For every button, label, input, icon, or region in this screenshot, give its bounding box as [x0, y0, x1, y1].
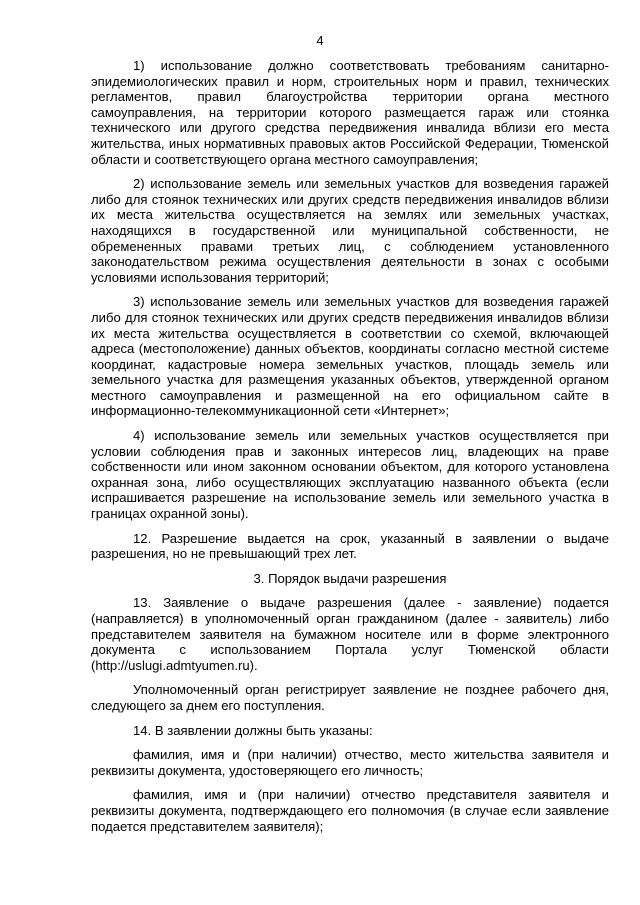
- section-heading: 3. Порядок выдачи разрешения: [253, 570, 447, 586]
- paragraph: Уполномоченный орган регистрирует заявление не позднее рабочего дня, следующего за днем его поступления.: [91, 682, 609, 713]
- document-body: [91, 58, 609, 843]
- paragraph: 14. В заявлении должны быть указаны:: [133, 722, 373, 738]
- paragraph: 3) использование земель или земельных участков для возведения гаражей либо для стоянок технических или других средств передвижения инвалидов вблизи их места жительства осуществляется в соответствии со схемой, включающей адреса (местоположение) данных объектов, координаты согласно местной системе координат, кадастровые номера земельных участков, площадь земель или земельного участка для размещения указанных объектов, утвержденной органом местного самоуправления и размещенной на его официальном сайте в информационно-телекоммуникационной сети «Интернет»;: [91, 294, 609, 419]
- paragraph: 4) использование земель или земельных участков осуществляется при условии соблюдения прав и законных интересов лиц, владеющих на праве собственности или ином законном основании объектом, для которого установлена охранная зона, либо осуществляющих эксплуатацию названного объекта (если испрашивается разрешение на использование земель или земельного участка в границах охранной зоны).: [91, 428, 609, 522]
- paragraph: 2) использование земель или земельных участков для возведения гаражей либо для стоянок технических или других средств передвижения инвалидов вблизи их места жительства осуществляется на землях или земельных участках, находящихся в государственной или муниципальной собственности, не обремененных правами третьих лиц, с соблюдением установленного законодательством режима осуществления деятельности в зонах с особыми условиями использования территорий;: [91, 176, 609, 285]
- paragraph: 12. Разрешение выдается на срок, указанный в заявлении о выдаче разрешения, но не превышающий трех лет.: [91, 530, 609, 562]
- paragraph: фамилия, имя и (при наличии) отчество, место жительства заявителя и реквизиты документа, удостоверяющего его личность;: [91, 747, 609, 778]
- paragraph: фамилия, имя и (при наличии) отчество представителя заявителя и реквизиты документа, подтверждающего его полномочия (в случае если заявление подается представителем заявителя);: [91, 787, 609, 834]
- paragraph: 13. Заявление о выдаче разрешения (далее - заявление) подается (направляется) в уполномоченный орган гражданином (далее - заявитель) либо представителем заявителя на бумажном носителе или в форме электронного документа с использованием Портала услуг Тюменской области (http://uslugi.admtyumen.ru).: [91, 595, 609, 673]
- page-number: 4: [316, 33, 324, 48]
- paragraph: 1) использование должно соответствовать требованиям санитарно-эпидемиологических правил и норм, строительных норм и правил, технических регламентов, правил благоустройства территории органа местного самоуправления, на территории которого размещается гараж или стоянка технического или другого средства передвижения инвалида вблизи его места жительства, иных нормативных правовых актов Российской Федерации, Тюменской области и соответствующего органа местного самоуправления;: [91, 58, 609, 167]
